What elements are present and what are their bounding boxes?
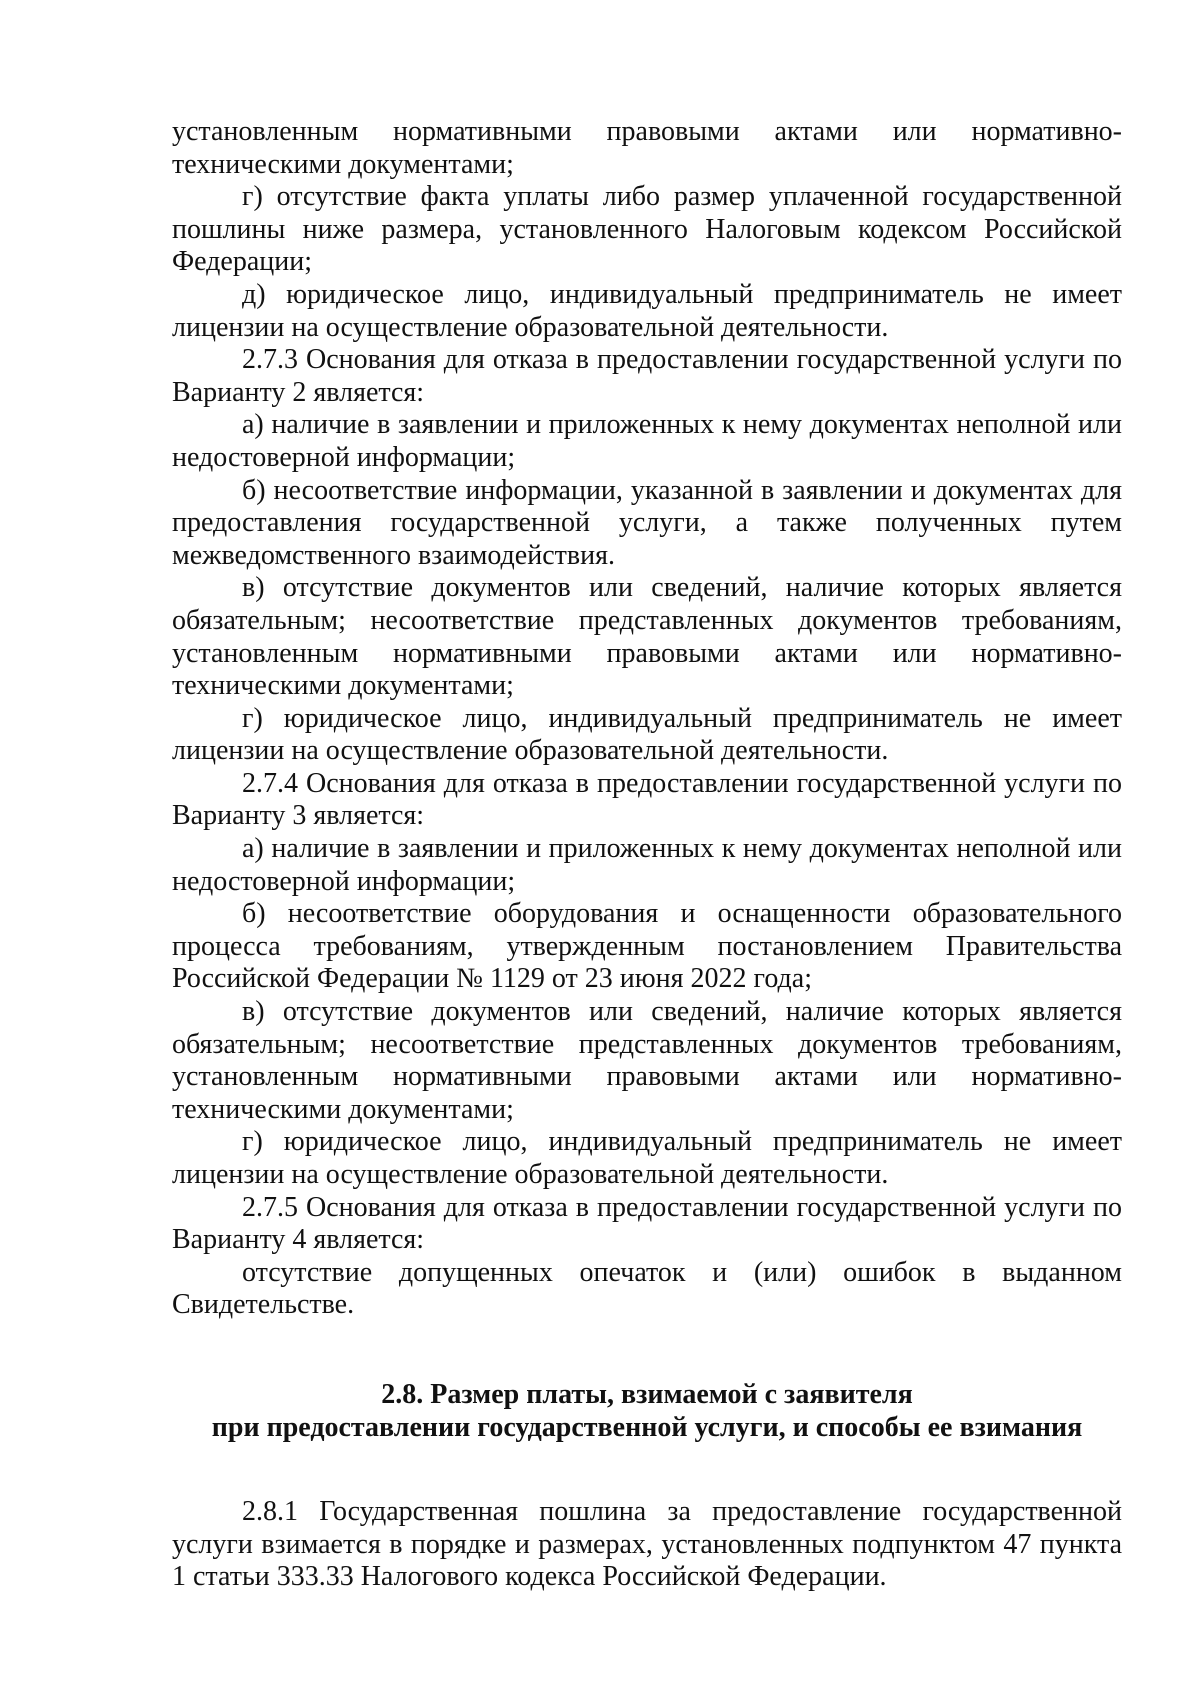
paragraph: г) юридическое лицо, индивидуальный предприниматель не имеет лицензии на осуществление образовательной деятельности. <box>172 702 1122 767</box>
section-heading <box>172 1378 1122 1444</box>
paragraph: отсутствие допущенных опечаток и (или) ошибок в выданном Свидетельстве. <box>172 1256 1122 1321</box>
section-heading-line-1: 2.8. Размер платы, взимаемой с заявителя <box>381 1378 913 1410</box>
paragraph: установленным нормативными правовыми актами или нормативно-техническими документами; <box>172 116 1122 180</box>
paragraph: в) отсутствие документов или сведений, наличие которых является обязательным; несоответствие представленных документов требованиям, установленным нормативными правовыми актами или нормативно-техническими документами; <box>172 996 1122 1125</box>
paragraph: б) несоответствие оборудования и оснащенности образовательного процесса требованиям, утвержденным постановлением Правительства Российской Федерации № 1129 от 23 июня 2022 года; <box>172 898 1122 995</box>
paragraph: г) юридическое лицо, индивидуальный предприниматель не имеет лицензии на осуществление образовательной деятельности. <box>172 1126 1122 1190</box>
paragraph: а) наличие в заявлении и приложенных к нему документах неполной или недостоверной информации; <box>172 409 1122 473</box>
paragraph: 2.7.3 Основания для отказа в предоставлении государственной услуги по Варианту 2 является: <box>172 344 1122 408</box>
paragraph: 2.7.4 Основания для отказа в предоставлении государственной услуги по Варианту 3 является: <box>172 767 1122 832</box>
paragraph: в) отсутствие документов или сведений, наличие которых является обязательным; несоответствие представленных документов требованиям, установленным нормативными правовыми актами или нормативно-техническими документами; <box>172 572 1122 702</box>
section-2-8-body <box>172 1496 1122 1594</box>
section-2-7-continuation <box>172 116 1122 1322</box>
section-heading-line-2: при предоставлении государственной услуги, и способы ее взимания <box>211 1411 1083 1443</box>
paragraph: 2.7.5 Основания для отказа в предоставлении государственной услуги по Варианту 4 является: <box>172 1191 1122 1256</box>
paragraph: а) наличие в заявлении и приложенных к нему документах неполной или недостоверной информации; <box>172 833 1122 897</box>
paragraph: 2.8.1 Государственная пошлина за предоставление государственной услуги взимается в порядке и размерах, установленных подпунктом 47 пункта 1 статьи 333.33 Налогового кодекса Российской Федерации. <box>172 1495 1122 1593</box>
document-page <box>172 116 1122 1594</box>
paragraph: д) юридическое лицо, индивидуальный предприниматель не имеет лицензии на осуществление образовательной деятельности. <box>172 278 1122 343</box>
paragraph: б) несоответствие информации, указанной в заявлении и документах для предоставления государственной услуги, а также полученных путем межведомственного взаимодействия. <box>172 474 1122 571</box>
paragraph: г) отсутствие факта уплаты либо размер уплаченной государственной пошлины ниже размера, установленного Налоговым кодексом Российской Федерации; <box>172 181 1122 278</box>
